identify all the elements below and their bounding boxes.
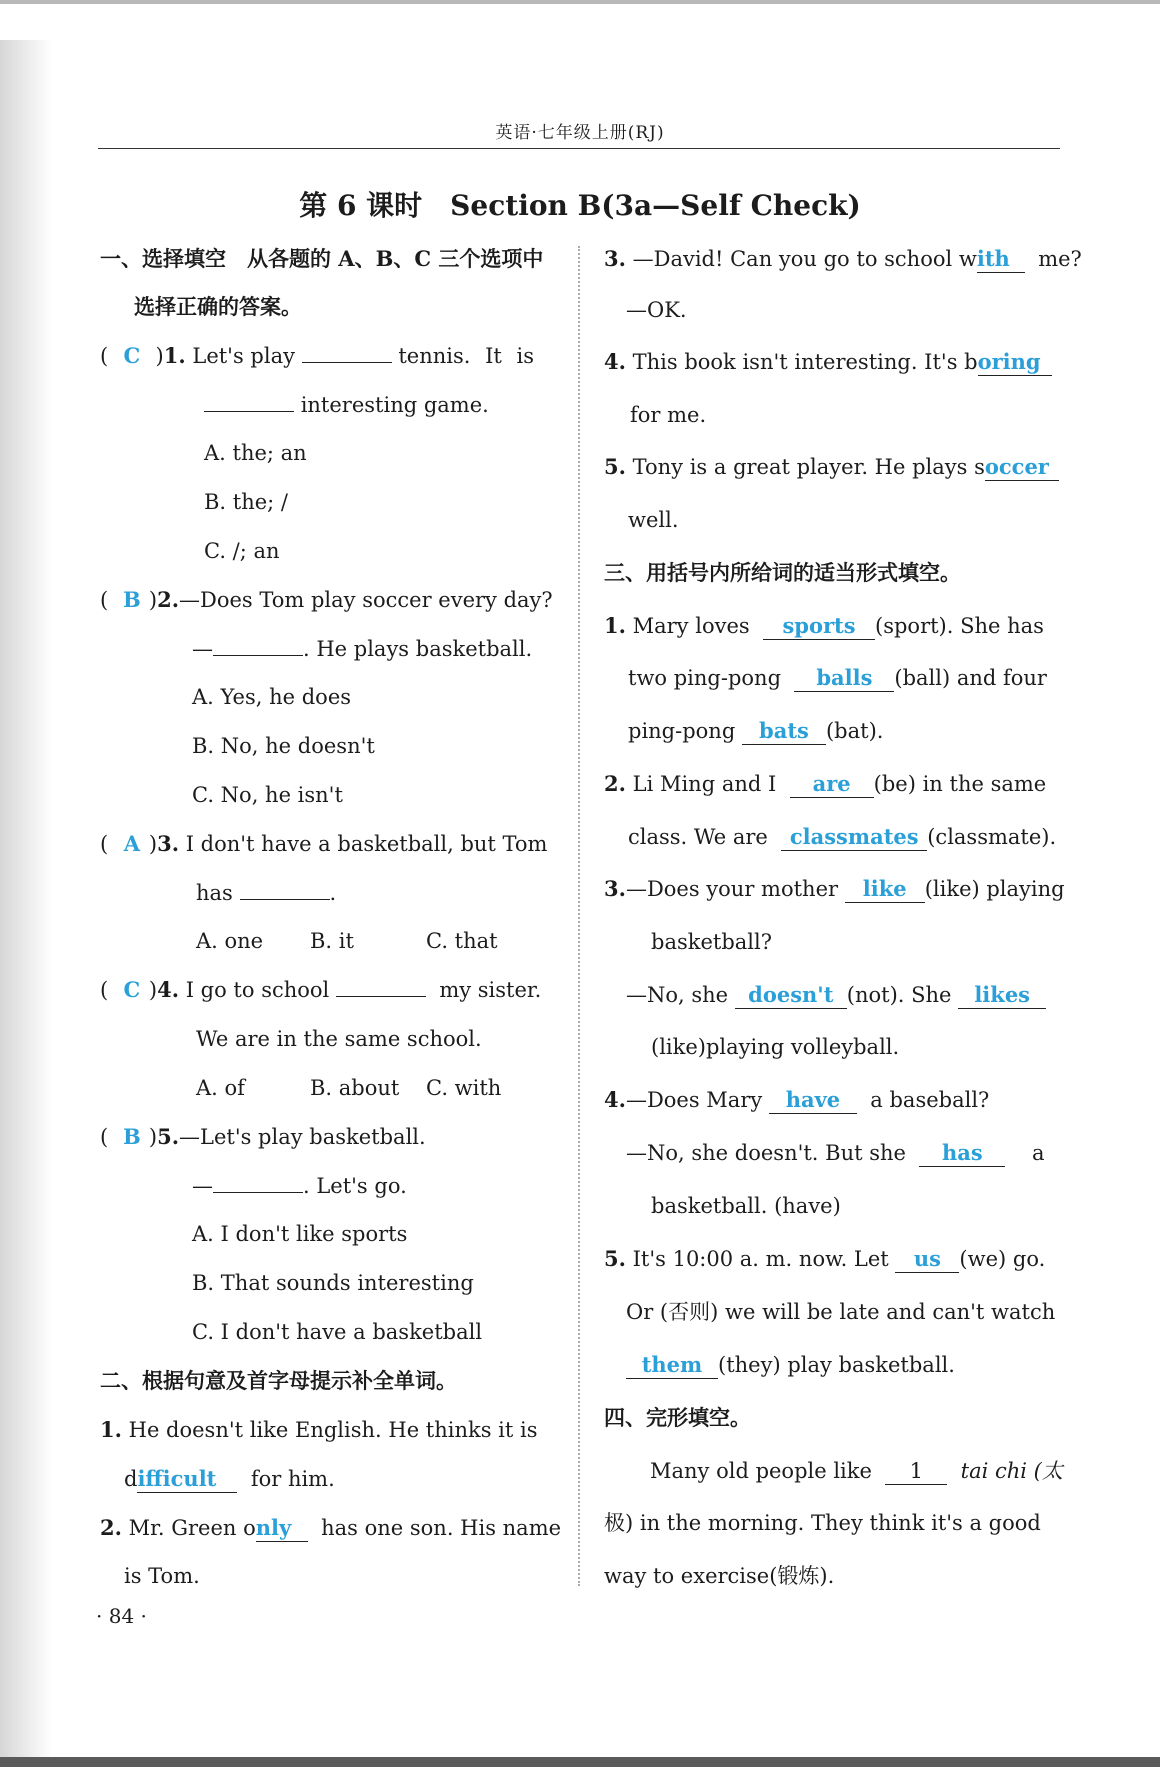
sec2-heading: 二、根据句意及首字母提示补全单词。 [100,1368,457,1393]
q3-answer: A [123,831,141,856]
s3-q3-answer-3: likes [958,982,1046,1009]
q2-blank [213,655,303,656]
q4-options: A. of B. about C. with [196,1076,502,1100]
s3-q3-line2: basketball? [651,930,772,954]
s2-q2-answer: nly [256,1515,308,1542]
header-rule [98,148,1060,149]
cloze-line2: 极) in the morning. They think it's a good [604,1511,1041,1535]
s3-q1-answer-1: sports [763,613,875,640]
s3-q1-row: 1. Mary loves sports (sport). She has [604,613,1044,638]
s3-q3-line3: —No, she doesn't (not). She likes [626,980,1046,1010]
s3-q5-row: 5. It's 10:00 a. m. now. Let us (we) go. [604,1246,1046,1271]
q5-option-b: B. That sounds interesting [192,1271,474,1295]
s2-q5-answer: occer [985,454,1059,481]
running-head: 英语·七年级上册(RJ) [495,123,665,143]
q2-option-a: A. Yes, he does [192,685,352,709]
q5-option-a: A. I don't like sports [192,1222,408,1246]
s2-q3-row: 3. —David! Can you go to school with me? [604,246,1082,271]
q3-line2: has . [196,881,337,905]
q5-blank [213,1192,303,1193]
s3-q4-answer-2: has [919,1140,1005,1167]
bottom-edge [0,1757,1160,1767]
s3-q5-answer-2: them [626,1352,718,1379]
page-edge-shadow [0,40,52,1757]
s3-q1-answer-2: balls [794,665,894,692]
cloze-line1: Many old people like 1 tai chi (太 [650,1459,1063,1483]
q1-line2: interesting game. [204,390,489,420]
s3-q3-row: 3.—Does your mother like (like) playing [604,876,1065,901]
q1-option-a: A. the; an [204,441,307,465]
q2-option-b: B. No, he doesn't [192,734,375,758]
q2-row: ( B )2.—Does Tom play soccer every day? [100,585,553,615]
q5-option-c: C. I don't have a basketball [192,1320,483,1344]
s3-q1-answer-3: bats [742,718,826,745]
s2-q5-line2: well. [628,508,679,532]
q3-blank [240,899,330,900]
q2-line2: — . He plays basketball. [192,637,533,661]
q1-option-b: B. the; / [204,490,288,514]
s2-q4-line2: for me. [630,403,707,427]
q5-line2: — . Let's go. [192,1174,407,1198]
s2-q3-line2: —OK. [626,298,687,322]
q4-row: ( C )4. I go to school my sister. [100,975,541,1005]
column-divider [578,246,580,1586]
q3-row: ( A )3. I don't have a basketball, but Tom [100,829,547,859]
q1-row: ( C )1. Let's play tennis. It is [100,341,534,371]
cloze-line3: way to exercise(锻炼). [604,1564,835,1588]
sec1-heading-2: 选择正确的答案。 [134,294,302,319]
q1-answer: C [123,343,141,368]
q1-blank-1 [302,362,392,363]
s2-q2-row: 2. Mr. Green only has one son. His name [100,1515,562,1540]
s3-q3-answer-1: like [845,876,925,903]
cloze-blank-1: 1 [885,1458,947,1485]
q1-option-c: C. /; an [204,539,280,563]
sec1-heading: 一、选择填空 从各题的 A、B、C 三个选项中 [100,246,544,271]
s3-q3-line4: (like)playing volleyball. [651,1035,900,1059]
s3-q3-answer-2: doesn't [735,982,847,1009]
q4-blank [336,996,426,997]
q4-line2: We are in the same school. [196,1027,482,1051]
s2-q1-row: 1. He doesn't like English. He thinks it is [100,1417,538,1442]
page-number: · 84 · [96,1604,147,1628]
s2-q1-line2: difficult for him. [124,1466,335,1491]
q5-answer: B [123,1124,141,1149]
s3-q2-line2: class. We are classmates (classmate). [628,824,1057,849]
page-title: 第 6 课时 Section B(3a—Self Check) [299,189,861,222]
q2-answer: B [123,587,141,612]
q4-answer: C [123,977,141,1002]
q5-row: ( B )5.—Let's play basketball. [100,1122,426,1152]
s3-q4-answer-1: have [769,1087,857,1114]
s3-q2-answer-1: are [790,771,874,798]
s2-q1-answer: ifficult [137,1466,237,1493]
s3-q4-line3: basketball. (have) [651,1194,841,1218]
s3-q1-line3: ping-pong bats (bat). [628,718,884,743]
s2-q4-answer: oring [978,349,1052,376]
s3-q4-row: 4.—Does Mary have a baseball? [604,1087,990,1112]
sec4-heading: 四、完形填空。 [604,1405,751,1430]
s3-q2-row: 2. Li Ming and I are (be) in the same [604,771,1047,796]
s3-q1-line2: two ping-pong balls (ball) and four [628,665,1047,690]
q1-blank-2 [204,411,294,412]
s3-q5-line3: them (they) play basketball. [626,1350,955,1380]
q3-options: A. one B. it C. that [196,929,498,953]
sec3-heading: 三、用括号内所给词的适当形式填空。 [604,560,961,585]
s3-q5-answer-1: us [895,1246,959,1273]
s2-q5-row: 5. Tony is a great player. He plays soccer [604,452,1059,482]
s3-q5-line2: Or (否则) we will be late and can't watch [626,1300,1056,1324]
s3-q4-line2: —No, she doesn't. But she has a [626,1140,1045,1165]
top-edge [0,0,1160,4]
s2-q4-row: 4. This book isn't interesting. It's boring [604,347,1052,377]
q2-option-c: C. No, he isn't [192,783,343,807]
s2-q2-line2: is Tom. [124,1564,200,1588]
s2-q3-answer: ith [977,246,1025,273]
s3-q2-answer-2: classmates [781,824,927,851]
